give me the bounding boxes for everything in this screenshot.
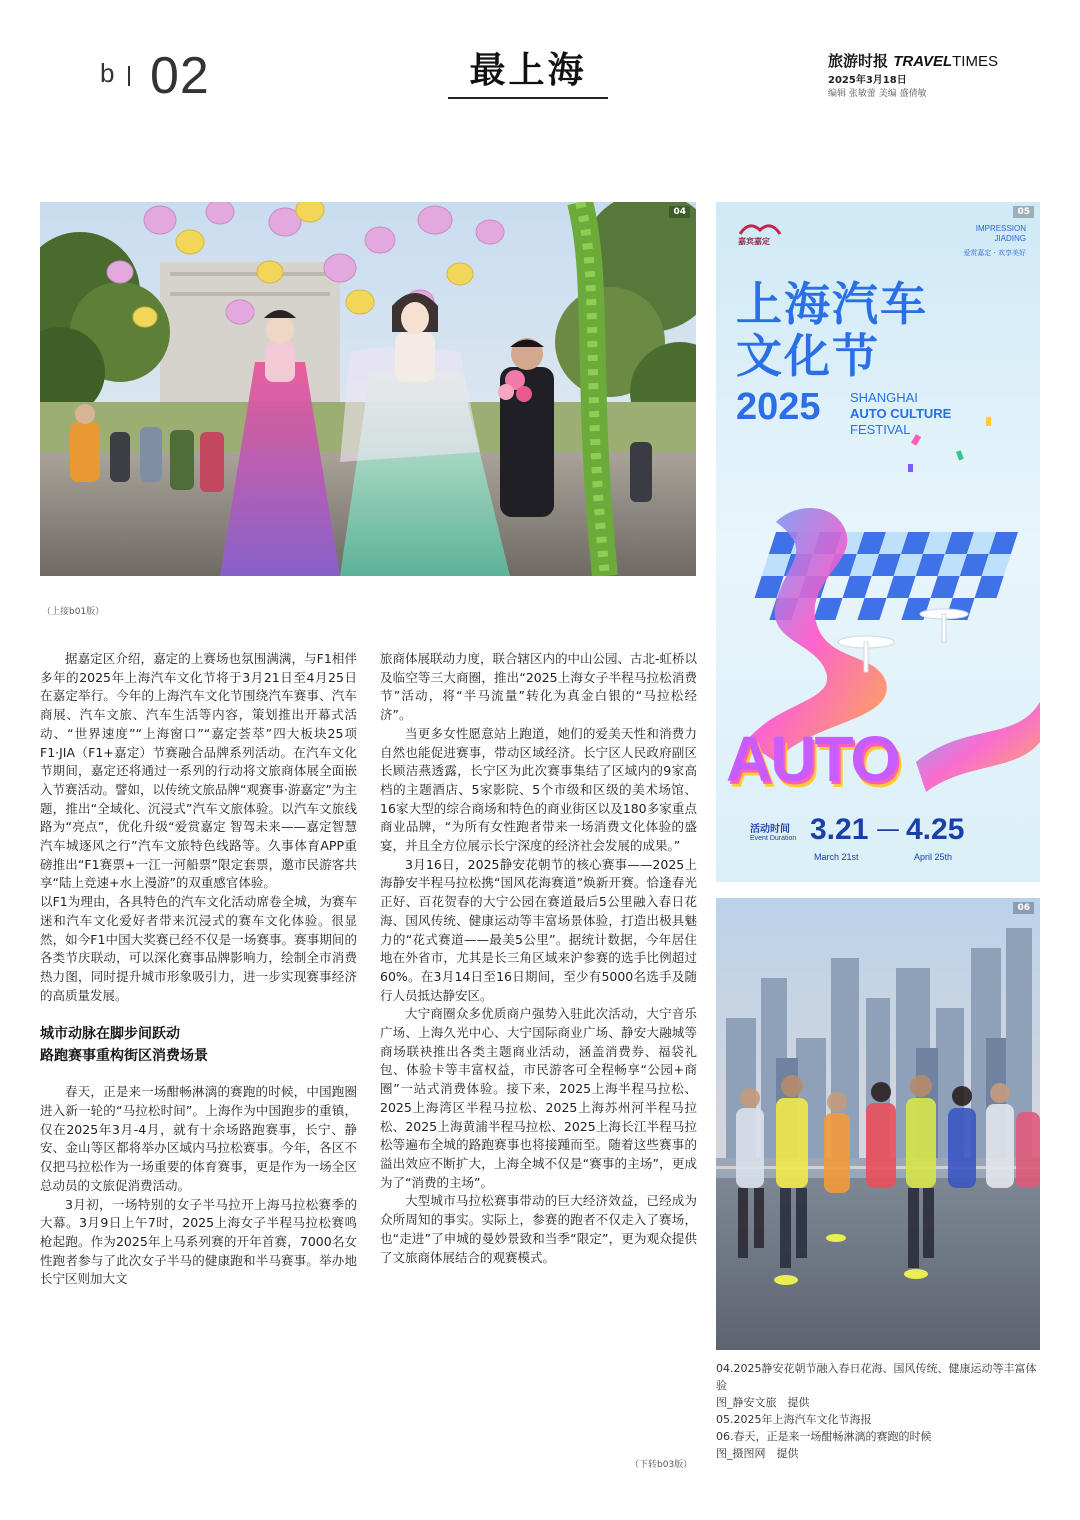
subheading	[40, 1023, 357, 1067]
masthead-cn: 旅游时报	[828, 52, 889, 70]
article-column-left	[40, 650, 357, 1289]
masthead-en-light: TIMES	[952, 53, 998, 70]
impression-line-2: JIADING	[994, 234, 1026, 243]
column-title-rule	[448, 97, 608, 99]
continued-from: （上接b01版）	[42, 607, 105, 617]
poster-en-line-3: FESTIVAL	[850, 422, 911, 437]
paragraph: 当更多女性愿意站上跑道，她们的爱美天性和消费力自然也能促进赛事，带动区域经济。长宁区人民政府副区长顾洁燕透露，长宁区为此次赛事集结了区域内的9家高档的主题酒店、5家影院、5个市级和区级的美术场馆、16家大型的综合商场和特色的商业街区以及180多家重点商业品牌，“为所有女性跑者带来一场消费文化体验的盛宴，并且全方位展示长宁深度的经济社会发展的成果。”	[380, 725, 697, 854]
poster-year: 2025	[736, 386, 821, 428]
caption-06: 06.春天，正是来一场酣畅淋漓的赛跑的时候	[716, 1430, 932, 1443]
article-column-middle	[380, 650, 697, 1267]
duration-label-cn: 活动时间	[750, 824, 790, 835]
poster-auto-word: AUTO	[726, 723, 899, 795]
paragraph: 春天，正是来一场酣畅淋漓的赛跑的时候，中国跑圈进入新一轮的“马拉松时间”。上海作为中国跑步的重镇，仅在2025年3月-4月，就有十余场路跑赛事，长宁、静安、金山等区都将举办区域内马拉松赛事。今年，各区不仅把马拉松作为一场重要的体育赛事，更是作为一场全区总动员的文旅促消费活动。	[40, 1084, 357, 1193]
poster-en-title	[850, 390, 951, 438]
masthead	[828, 50, 998, 71]
subheading-line-2: 路跑赛事重构街区消费场景	[40, 1048, 208, 1065]
photo-captions	[716, 1360, 1046, 1462]
impression-line-1: IMPRESSION	[975, 224, 1026, 233]
photo-number-05: 05	[1013, 206, 1034, 218]
paragraph: 大宁商圈众多优质商户强势入驻此次活动，大宁音乐广场、上海久光中心、大宁国际商业广场、静安大融城等商场联袂推出各类主题商业活动，涵盖消费券、福袋礼包、体验卡等丰富权益，市民游客可全程畅享“公园+商圈”一站式消费体验。接下来，2025上海半程马拉松、2025上海湾区半程马拉松、2025上海苏州河半程马拉松、2025上海黄浦半程马拉松、2025上海长江半程马拉松等遍布全城的路跑赛事也将接踵而至。随着这些赛事的溢出效应不断扩大，上海全城不仅是“赛事的主场”，更成为了“消费的主场”。	[380, 1006, 697, 1190]
subheading-line-1: 城市动脉在脚步间跃动	[40, 1026, 180, 1043]
poster-slogan: 爱赏嘉定 · 欢享美好	[963, 249, 1026, 257]
paragraph: 据嘉定区介绍，嘉定的上赛场也氛围满满，与F1相伴多年的2025年上海汽车文化节将于3月21日至4月25日在嘉定举行。今年的上海汽车文化节围绕汽车赛事、汽车商展、汽车文旅、汽车生活等内容，策划推出开幕式活动、“世界速度”“上海窗口”“嘉定荟萃”四大板块25项F1·JIA（F1+嘉定）节赛融合品牌系列活动。在汽车文化节期间，嘉定还将通过一系列的行动将文旅商体展全面嵌入节赛活动。譬如，以传统文旅品牌“观赛事·游嘉定”为主题，推出“全域化、沉浸式”汽车文旅体验。以汽车文旅线路为“亮点”，优化升级“爱赏嘉定 智驾未来——嘉定智慧汽车城逐风之行”汽车文旅特色线路等。久事体育APP重磅推出“F1赛票+一江一河船票”限定套票，邀市民游客共享“陆上竞速+水上漫游”的双重感官体验。	[40, 651, 357, 891]
impression-jiading	[976, 224, 1026, 244]
paragraph: 旅商体展联动力度，联合辖区内的中山公园、古北-虹桥以及临空等三大商圈，推出“2025上海女子半程马拉松消费节”活动，将“半马流量”转化为真金白银的“马拉松经济”。	[380, 651, 698, 723]
column-title: 最上海	[469, 50, 587, 91]
page-number: 02	[150, 47, 210, 105]
paragraph: 3月16日，2025静安花朝节的核心赛事——2025上海静安半程马拉松携“国风花海赛道”焕新开赛。恰逢春光正好、百花贺春的大宁公园在赛道最后5公里融入春日花海、国风传统、健康运动等丰富场景体验，打造出极具魅力的“花式赛道——最美5公里”。据统计数据，今年居住地在外省市，尤其是长三角区域来沪参赛的选手比例超过60%。在3月14日至16日期间，至少有5000名选手及随行人员抵达静安区。	[380, 856, 697, 1003]
poster-title	[736, 278, 928, 382]
photo-number-06: 06	[1013, 902, 1034, 914]
masthead-en-bold: TRAVEL	[893, 53, 953, 70]
caption-04: 04.2025静安花朝节融入春日花海、国风传统、健康运动等丰富体验	[716, 1362, 1037, 1392]
date-end: 4.25	[906, 813, 965, 846]
photo-marathon-runners	[716, 898, 1040, 1350]
editors-credit: 编辑 张敏蕾 美编 盛倩敏	[828, 89, 927, 99]
poster-title-line-1: 上海汽车	[736, 277, 928, 331]
date-start-en: March 21st	[814, 852, 859, 862]
caption-05: 05.2025年上海汽车文化节海报	[716, 1413, 872, 1426]
poster-title-line-2: 文化节	[736, 329, 880, 383]
section-letter: b	[100, 58, 115, 88]
photo-number-04: 04	[669, 206, 690, 218]
caption-04-credit: 图_静安文旅 提供	[716, 1396, 810, 1409]
paragraph: 以F1为理由，各具特色的汽车文化活动席卷全城，为赛车迷和汽车文化爱好者带来沉浸式的赛车文化体验。很显然，如今F1中国大奖赛已经不仅是一场赛事。赛事期间的各类节庆联动，可以深化赛事品牌影响力，绘制全市消费热力图，同时提升城市形象吸引力，进一步实现赛事经济的高质量发展。	[40, 894, 357, 1003]
poster-auto-culture-festival	[716, 202, 1040, 882]
paragraph: 3月初，一场特别的女子半马拉开上海马拉松赛季的大幕。3月9日上午7时，2025上海女子半程马拉松赛鸣枪起跑。作为2025年上马系列赛的开年首赛，7000名女性跑者参与了此次女子半马的健康跑和半马赛事。举办地长宁区则加大文	[40, 1196, 357, 1287]
poster-en-line-1: SHANGHAI	[850, 390, 918, 405]
date-end-en: April 25th	[914, 852, 953, 862]
caption-06-credit: 图_摄图网 提供	[716, 1447, 799, 1460]
duration-label-en: Event Duration	[750, 835, 797, 842]
continued-to: （下转b03版）	[630, 1460, 693, 1470]
photo-flower-festival	[40, 202, 696, 576]
poster-en-line-2: AUTO CULTURE	[850, 406, 952, 421]
section-divider	[128, 66, 130, 86]
jiading-logo	[738, 220, 782, 236]
publication-date: 2025年3月18日	[828, 75, 907, 86]
paragraph: 大型城市马拉松赛事带动的巨大经济效益，已经成为众所周知的事实。实际上，参赛的跑者不仅走入了赛场，也“走进”了申城的曼妙景致和当季“限定”，更为观众提供了文旅商体展结合的观赛模式。	[380, 1193, 697, 1265]
date-separator: —	[876, 815, 900, 843]
date-start: 3.21	[810, 813, 869, 846]
logo-text: 嘉宾嘉定	[738, 236, 770, 246]
